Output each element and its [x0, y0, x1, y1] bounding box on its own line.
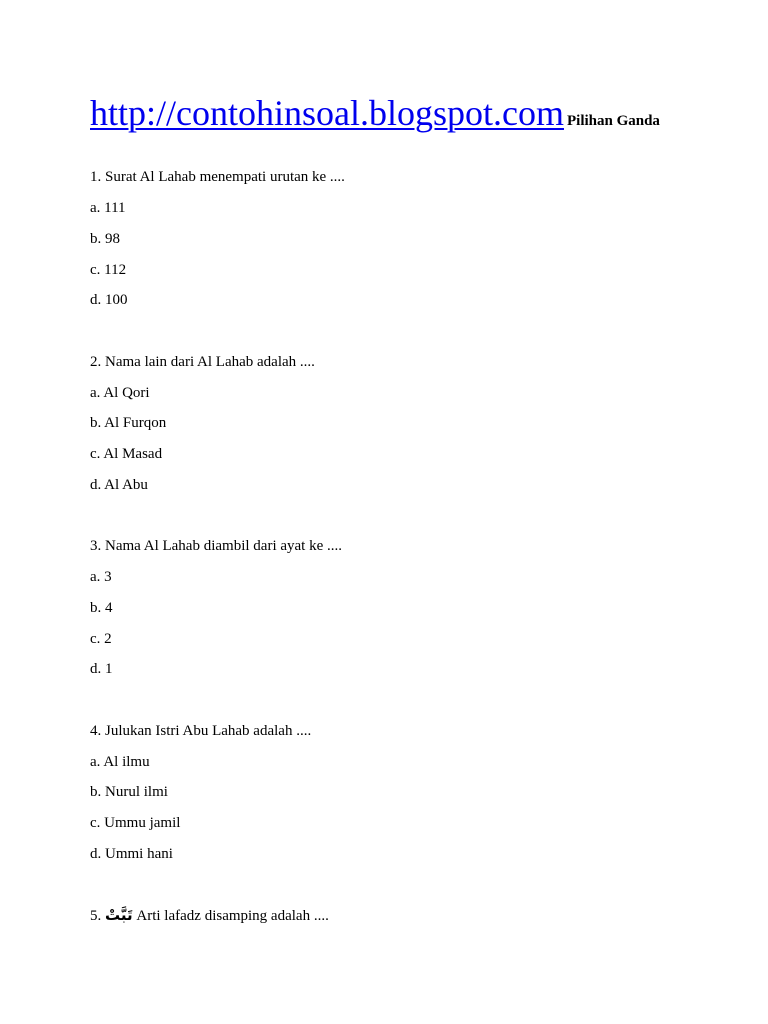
question-4-text: 4. Julukan Istri Abu Lahab adalah ....	[90, 723, 312, 739]
question-2-text: 2. Nama lain dari Al Lahab adalah ....	[90, 354, 315, 370]
question-5-text	[90, 906, 329, 925]
question-3-option-c: c. 2	[90, 631, 112, 647]
question-3-option-d: d. 1	[90, 661, 113, 677]
question-4-option-b: b. Nurul ilmi	[90, 784, 168, 800]
question-1-option-d: d. 100	[90, 292, 128, 308]
question-2-option-c: c. Al Masad	[90, 446, 163, 462]
question-3-text: 3. Nama Al Lahab diambil dari ayat ke ....	[90, 538, 343, 554]
document-header	[90, 92, 660, 134]
question-2-option-a: a. Al Qori	[90, 385, 150, 401]
question-2-option-b: b. Al Furqon	[90, 415, 167, 431]
question-1-option-a: a. 111	[90, 200, 126, 216]
question-4-option-d: d. Ummi hani	[90, 846, 173, 862]
question-1-option-b: b. 98	[90, 231, 120, 247]
question-3-option-b: b. 4	[90, 600, 113, 616]
question-1-text: 1. Surat Al Lahab menempati urutan ke ....	[90, 169, 345, 185]
section-subtitle: Pilihan Ganda	[566, 113, 660, 129]
question-2-option-d: d. Al Abu	[90, 477, 148, 493]
question-3-option-a: a. 3	[90, 569, 112, 585]
question-4-option-a: a. Al ilmu	[90, 754, 150, 770]
question-5-prompt: Arti lafadz disamping adalah ....	[136, 908, 329, 924]
question-5-number: 5.	[90, 908, 102, 924]
question-4-option-c: c. Ummu jamil	[90, 815, 181, 831]
question-5-arabic-word: تَبَّتْ	[105, 906, 133, 924]
question-1-option-c: c. 112	[90, 262, 127, 278]
blog-link[interactable]: http://contohinsoal.blogspot.com	[90, 93, 564, 133]
